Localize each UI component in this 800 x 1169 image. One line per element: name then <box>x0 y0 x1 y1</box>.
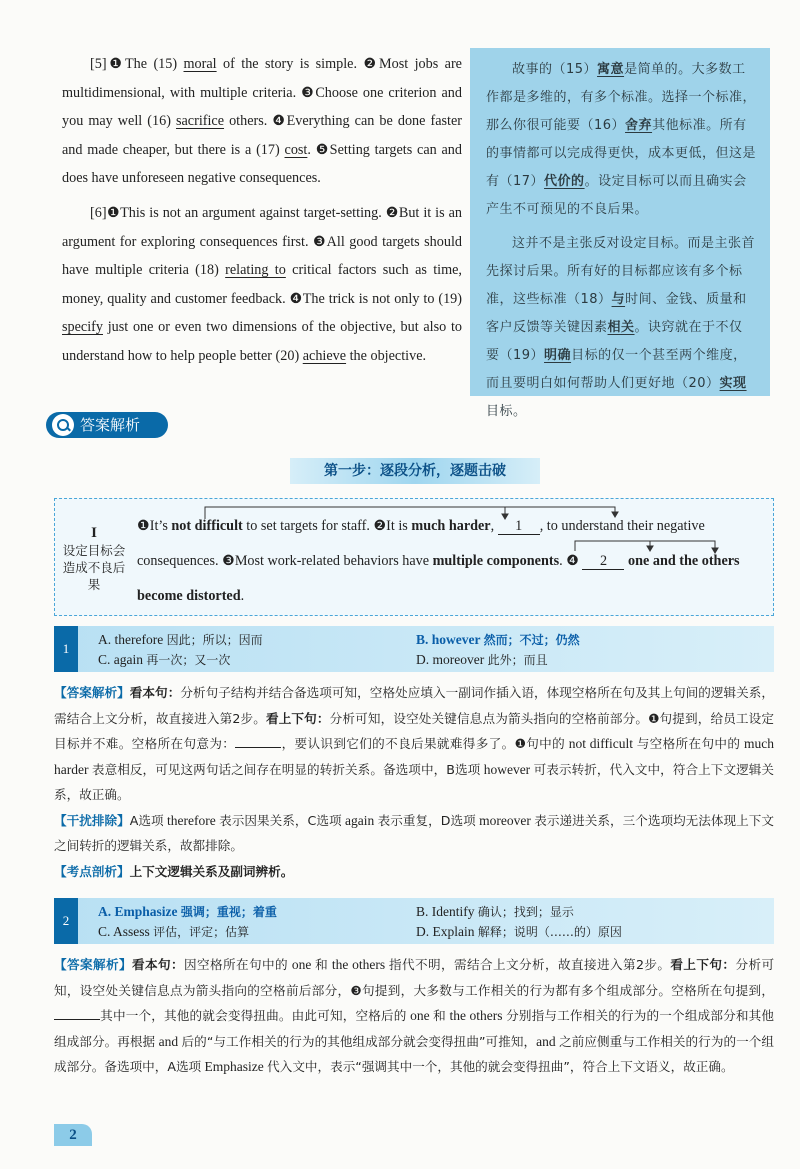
question-2-options <box>54 898 774 944</box>
paragraph-label: I 设定目标会造成不良后果 <box>62 525 126 592</box>
question-2-explanation <box>54 952 774 1080</box>
answer-17: cost <box>284 141 308 158</box>
step-banner: 第一步：逐段分析，逐题击破 <box>290 458 540 484</box>
magnifier-icon <box>52 414 74 436</box>
option-d[interactable]: D. Explain 解释；说明（……的）原因 <box>416 924 622 939</box>
blank-2: 2 <box>582 553 624 570</box>
paragraph-6: [6]❶This is not an argument against target-setting. ❷But it is an argument for exploring consequences first. ❸All good targets should have multiple criteria (18) relating to critical factors such as time, money, quality and customer feedback. ❹The trick is not only to (19) specify just one or even two dimensions of the objective, but also to understand how to help people better (20) achieve the objective. <box>62 204 462 364</box>
key-point: 【考点剖析】上下文逻辑关系及副词辨析。 <box>54 863 294 879</box>
distractor-analysis: 【干扰排除】A选项 therefore 表示因果关系，C选项 again 表示重复，D选项 moreover 表示递进关系，三个选项均无法体现上下文之间转折的逻辑关系，故都排除。 <box>54 812 775 853</box>
answer-18: relating to <box>225 262 286 279</box>
sentence-analysis-box <box>54 498 774 616</box>
page-number: 2 <box>54 1124 92 1146</box>
sentence-text: ❶It’s not difficult to set targets for staff. ❷It is much harder, 1 , to understand their negative consequences. ❸Most work-related behaviors have multiple components. ❹ 2 one and the others become distorted. <box>137 518 740 604</box>
option-b[interactable]: B. Identify 确认；找到；显示 <box>416 904 574 919</box>
option-d[interactable]: D. moreover 此外；而且 <box>416 652 548 667</box>
paragraph-5: [5]❶The (15) moral of the story is simple. ❷Most jobs are multidimensional, with multiple criteria. ❸Choose one criterion and you may well (16) sacrifice others. ❹Everything can be done faster and made cheaper, but there is a (17) cost. ❺Setting targets can and does have unforeseen negative consequences. <box>62 56 462 187</box>
answer-analysis: 【答案解析】看本句：因空格所在句中的 one 和 the others 指代不明，需结合上文分析，故直接进入第2步。看上下句：分析可知，设空处关键信息点为箭头指向的空格前后部分，❸句提到，大多数与工作相关的行为都有多个组成部分。空格所在句提到，其中一个，其他的就会变得扭曲。由此可知，空格后的 one 和 the others 分别指与工作相关的行为的一个组成部分和其他组成部分。再根据 and 后的“与工作相关的行为的其他组成部分就会变得扭曲”可推知，and 之前应侧重与工作相关的行为的一个组成部分。备选项中，A选项 Emphasize 代入文中，表示“强调其中一个，其他的就会变得扭曲”，符合上下文语义，故正确。 <box>54 957 775 1074</box>
option-a[interactable]: A. therefore 因此；所以；因而 <box>98 632 263 647</box>
question-number: 1 <box>54 626 78 672</box>
answer-19: specify <box>62 319 103 336</box>
option-c[interactable]: C. again 再一次；又一次 <box>98 652 231 667</box>
translation-paragraph-2: 这并不是主张反对设定目标。而是主张首先探讨后果。所有好的目标都应该有多个标准，这些标准（18）与时间、金钱、质量和客户反馈等关键因素相关。诀窍就在于不仅要（19）明确目标的仅一个甚至两个维度，而且要明白如何帮助人们更好地（20）实现目标。 <box>486 236 756 419</box>
option-a-correct[interactable]: A. Emphasize 强调；重视；着重 <box>98 904 277 919</box>
answer-15: moral <box>183 56 217 72</box>
fill-blank <box>54 1006 100 1020</box>
blank-1: 1 <box>498 518 540 535</box>
answer-16: sacrifice <box>175 113 225 130</box>
fill-blank <box>235 734 281 748</box>
question-1-explanation <box>54 680 774 884</box>
answer-analysis-banner: 答案解析 <box>46 412 168 438</box>
option-b-correct[interactable]: B. however 然而；不过；仍然 <box>416 632 580 647</box>
english-passage <box>62 50 462 371</box>
option-c[interactable]: C. Assess 评估，评定；估算 <box>98 924 250 939</box>
chinese-translation-box <box>470 48 770 419</box>
answer-20: achieve <box>302 347 347 364</box>
question-1-options <box>54 626 774 672</box>
translation-paragraph-1: 故事的（15）寓意是简单的。大多数工作都是多维的，有多个标准。选择一个标准，那么你很可能要（16）舍弃其他标准。所有的事情都可以完成得更快，成本更低，但这是有（17）代价的。设定目标可以而且确实会产生不可预见的不良后果。 <box>486 62 757 217</box>
question-number: 2 <box>54 898 78 944</box>
answer-analysis: 【答案解析】看本句：分析句子结构并结合备选项可知，空格处应填入一副词作插入语，体现空格所在句及其上句间的逻辑关系，需结合上文分析，故直接进入第2步。看上下句：分析可知，设空处关键信息点为箭头指向的空格前部分。❶句提到，给员工设定目标并不难。空格所在句意为： ，要认识到它们的不良后果就难得多了。❶句中的 not difficult 与空格所在句中的 much harder 表意相反，可见这两句话之间存在明显的转折关系。备选项中，B选项 however 可表示转折，代入文中，符合上下文逻辑关系，故正确。 <box>54 685 775 802</box>
